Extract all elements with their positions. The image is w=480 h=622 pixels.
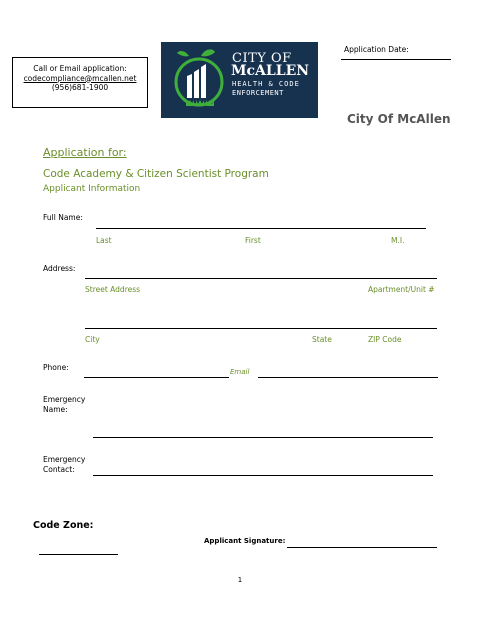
- city-name-heading: City Of McAllen: [347, 112, 451, 126]
- application-date-field[interactable]: [341, 59, 451, 60]
- emergency-contact-label-line2: Contact:: [43, 465, 75, 474]
- email-field[interactable]: [258, 377, 438, 378]
- logo-emblem-icon: [161, 42, 231, 118]
- emergency-name-field[interactable]: [93, 437, 433, 438]
- state-caption: State: [312, 335, 332, 344]
- emergency-name-label: [43, 395, 85, 415]
- contact-email-link[interactable]: codecompliance@mcallen.net: [23, 73, 137, 83]
- contact-phone: (956)681-1900: [51, 83, 109, 92]
- application-date-label: Application Date:: [344, 45, 409, 54]
- logo-text-mcallen: McALLEN: [231, 63, 310, 79]
- applicant-signature-label: Applicant Signature:: [204, 537, 286, 545]
- zip-code-caption: ZIP Code: [368, 335, 402, 344]
- phone-label: Phone:: [43, 363, 69, 372]
- full-name-label: Full Name:: [43, 213, 83, 222]
- street-address-caption: Street Address: [85, 285, 141, 294]
- city-logo: [161, 42, 318, 118]
- full-name-field[interactable]: [96, 228, 426, 229]
- logo-text-enforcement: ENFORCEMENT: [232, 89, 284, 97]
- phone-field[interactable]: [84, 377, 229, 378]
- emergency-contact-field[interactable]: [93, 475, 433, 476]
- last-name-caption: Last: [96, 236, 112, 245]
- code-zone-label: Code Zone:: [33, 520, 94, 531]
- contact-box: [12, 57, 148, 108]
- page-number: 1: [237, 576, 243, 584]
- logo-text-city-of: CITY OF: [232, 51, 292, 66]
- city-caption: City: [85, 335, 100, 344]
- city-state-zip-field[interactable]: [85, 328, 437, 329]
- logo-text-health-code: HEALTH & CODE: [232, 80, 300, 88]
- contact-instruction: Call or Email application:: [33, 64, 127, 73]
- middle-initial-caption: M.I.: [391, 236, 405, 245]
- apartment-unit-caption: Apartment/Unit #: [368, 285, 435, 294]
- emergency-name-label-line2: Name:: [43, 405, 68, 414]
- emergency-contact-label: [43, 455, 85, 475]
- program-title: Code Academy & Citizen Scientist Program: [43, 168, 269, 180]
- street-address-field[interactable]: [85, 278, 437, 279]
- emergency-name-label-line1: Emergency: [43, 395, 86, 404]
- first-name-caption: First: [245, 236, 261, 245]
- application-for-heading: Application for:: [43, 146, 127, 159]
- emergency-contact-label-line1: Emergency: [43, 455, 86, 464]
- section-applicant-information: Applicant Information: [43, 184, 141, 194]
- email-caption: Email: [230, 368, 250, 376]
- address-label: Address:: [43, 264, 76, 273]
- applicant-signature-field[interactable]: [287, 547, 437, 548]
- code-zone-field[interactable]: [39, 554, 118, 555]
